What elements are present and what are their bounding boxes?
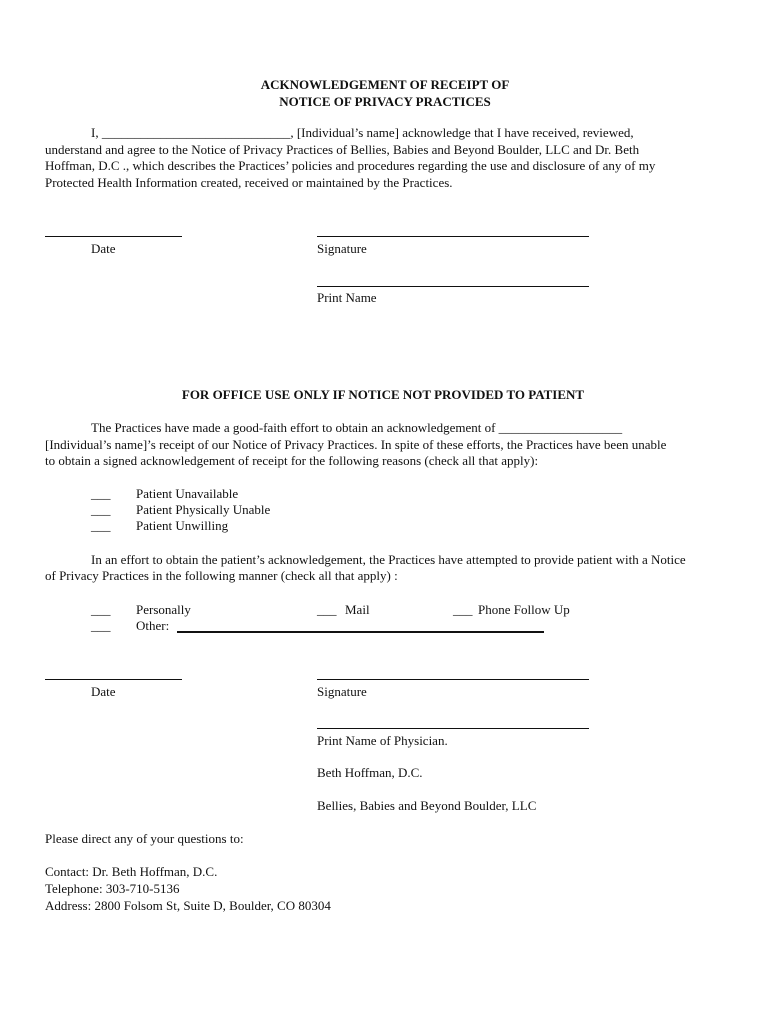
physician-name: Beth Hoffman, D.C. — [317, 765, 423, 780]
print-name-label-1: Print Name — [317, 290, 377, 305]
signature-line-2[interactable] — [317, 679, 589, 680]
method-checkbox-other[interactable]: ___ — [91, 618, 111, 633]
document-title-line-1: ACKNOWLEDGEMENT OF RECEIPT OF — [260, 77, 510, 92]
reason-label-physically-unable: Patient Physically Unable — [136, 502, 271, 517]
physician-print-name-line[interactable] — [317, 728, 589, 729]
ack-paragraph-line-1: I, _____________________________, [Individual’s name] acknowledge that I have received, reviewed, — [91, 125, 634, 140]
telephone-line: Telephone: 303-710-5136 — [45, 881, 180, 896]
date-line-1[interactable] — [45, 236, 182, 237]
reason-checkbox-unwilling[interactable]: ___ — [91, 518, 111, 533]
print-name-line-1[interactable] — [317, 286, 589, 287]
date-label-1: Date — [91, 241, 116, 256]
date-line-2[interactable] — [45, 679, 182, 680]
method-label-phone: Phone Follow Up — [478, 602, 570, 617]
ack-paragraph-line-4: Protected Health Information created, received or maintained by the Practices. — [45, 175, 453, 190]
method-label-other: Other: — [136, 618, 170, 633]
method-label-mail: Mail — [345, 602, 370, 617]
effort-paragraph-line-2: of Privacy Practices in the following manner (check all that apply) : — [45, 568, 398, 583]
office-use-heading: FOR OFFICE USE ONLY IF NOTICE NOT PROVIDED TO PATIENT — [181, 387, 585, 402]
method-checkbox-personally[interactable]: ___ — [91, 602, 111, 617]
reason-checkbox-unavailable[interactable]: ___ — [91, 486, 111, 501]
reason-label-unavailable: Patient Unavailable — [136, 486, 239, 501]
ack-paragraph-line-2: understand and agree to the Notice of Privacy Practices of Bellies, Babies and Beyond Boulder, LLC and Dr. Beth — [45, 142, 640, 157]
physician-print-name-label: Print Name of Physician. — [317, 733, 448, 748]
signature-label-2: Signature — [317, 684, 367, 699]
method-checkbox-phone[interactable]: ___ — [453, 602, 473, 617]
signature-line-1[interactable] — [317, 236, 589, 237]
reason-label-unwilling: Patient Unwilling — [136, 518, 229, 533]
office-use-paragraph-line-3: to obtain a signed acknowledgement of receipt for the following reasons (check all that apply): — [45, 453, 539, 468]
signature-label-1: Signature — [317, 241, 367, 256]
method-checkbox-mail[interactable]: ___ — [317, 602, 337, 617]
effort-paragraph-line-1: In an effort to obtain the patient’s acknowledgement, the Practices have attempted to provide patient with a Notice — [91, 552, 686, 567]
reason-checkbox-physically-unable[interactable]: ___ — [91, 502, 111, 517]
date-label-2: Date — [91, 684, 116, 699]
method-label-personally: Personally — [136, 602, 191, 617]
ack-paragraph-line-3: Hoffman, D.C ., which describes the Practices’ policies and procedures regarding the use and disclosure of any of my — [45, 158, 656, 173]
contact-intro: Please direct any of your questions to: — [45, 831, 244, 846]
office-use-paragraph-line-2: [Individual’s name]’s receipt of our Notice of Privacy Practices. In spite of these efforts, the Practices have been unable — [45, 437, 667, 452]
office-use-paragraph-line-1: The Practices have made a good-faith effort to obtain an acknowledgement of ___________________ — [91, 420, 623, 435]
contact-line: Contact: Dr. Beth Hoffman, D.C. — [45, 864, 218, 879]
other-method-line[interactable] — [177, 631, 544, 633]
document-title-line-2: NOTICE OF PRIVACY PRACTICES — [279, 94, 491, 109]
address-line: Address: 2800 Folsom St, Suite D, Boulder, CO 80304 — [45, 898, 331, 913]
practice-name: Bellies, Babies and Beyond Boulder, LLC — [317, 798, 537, 813]
